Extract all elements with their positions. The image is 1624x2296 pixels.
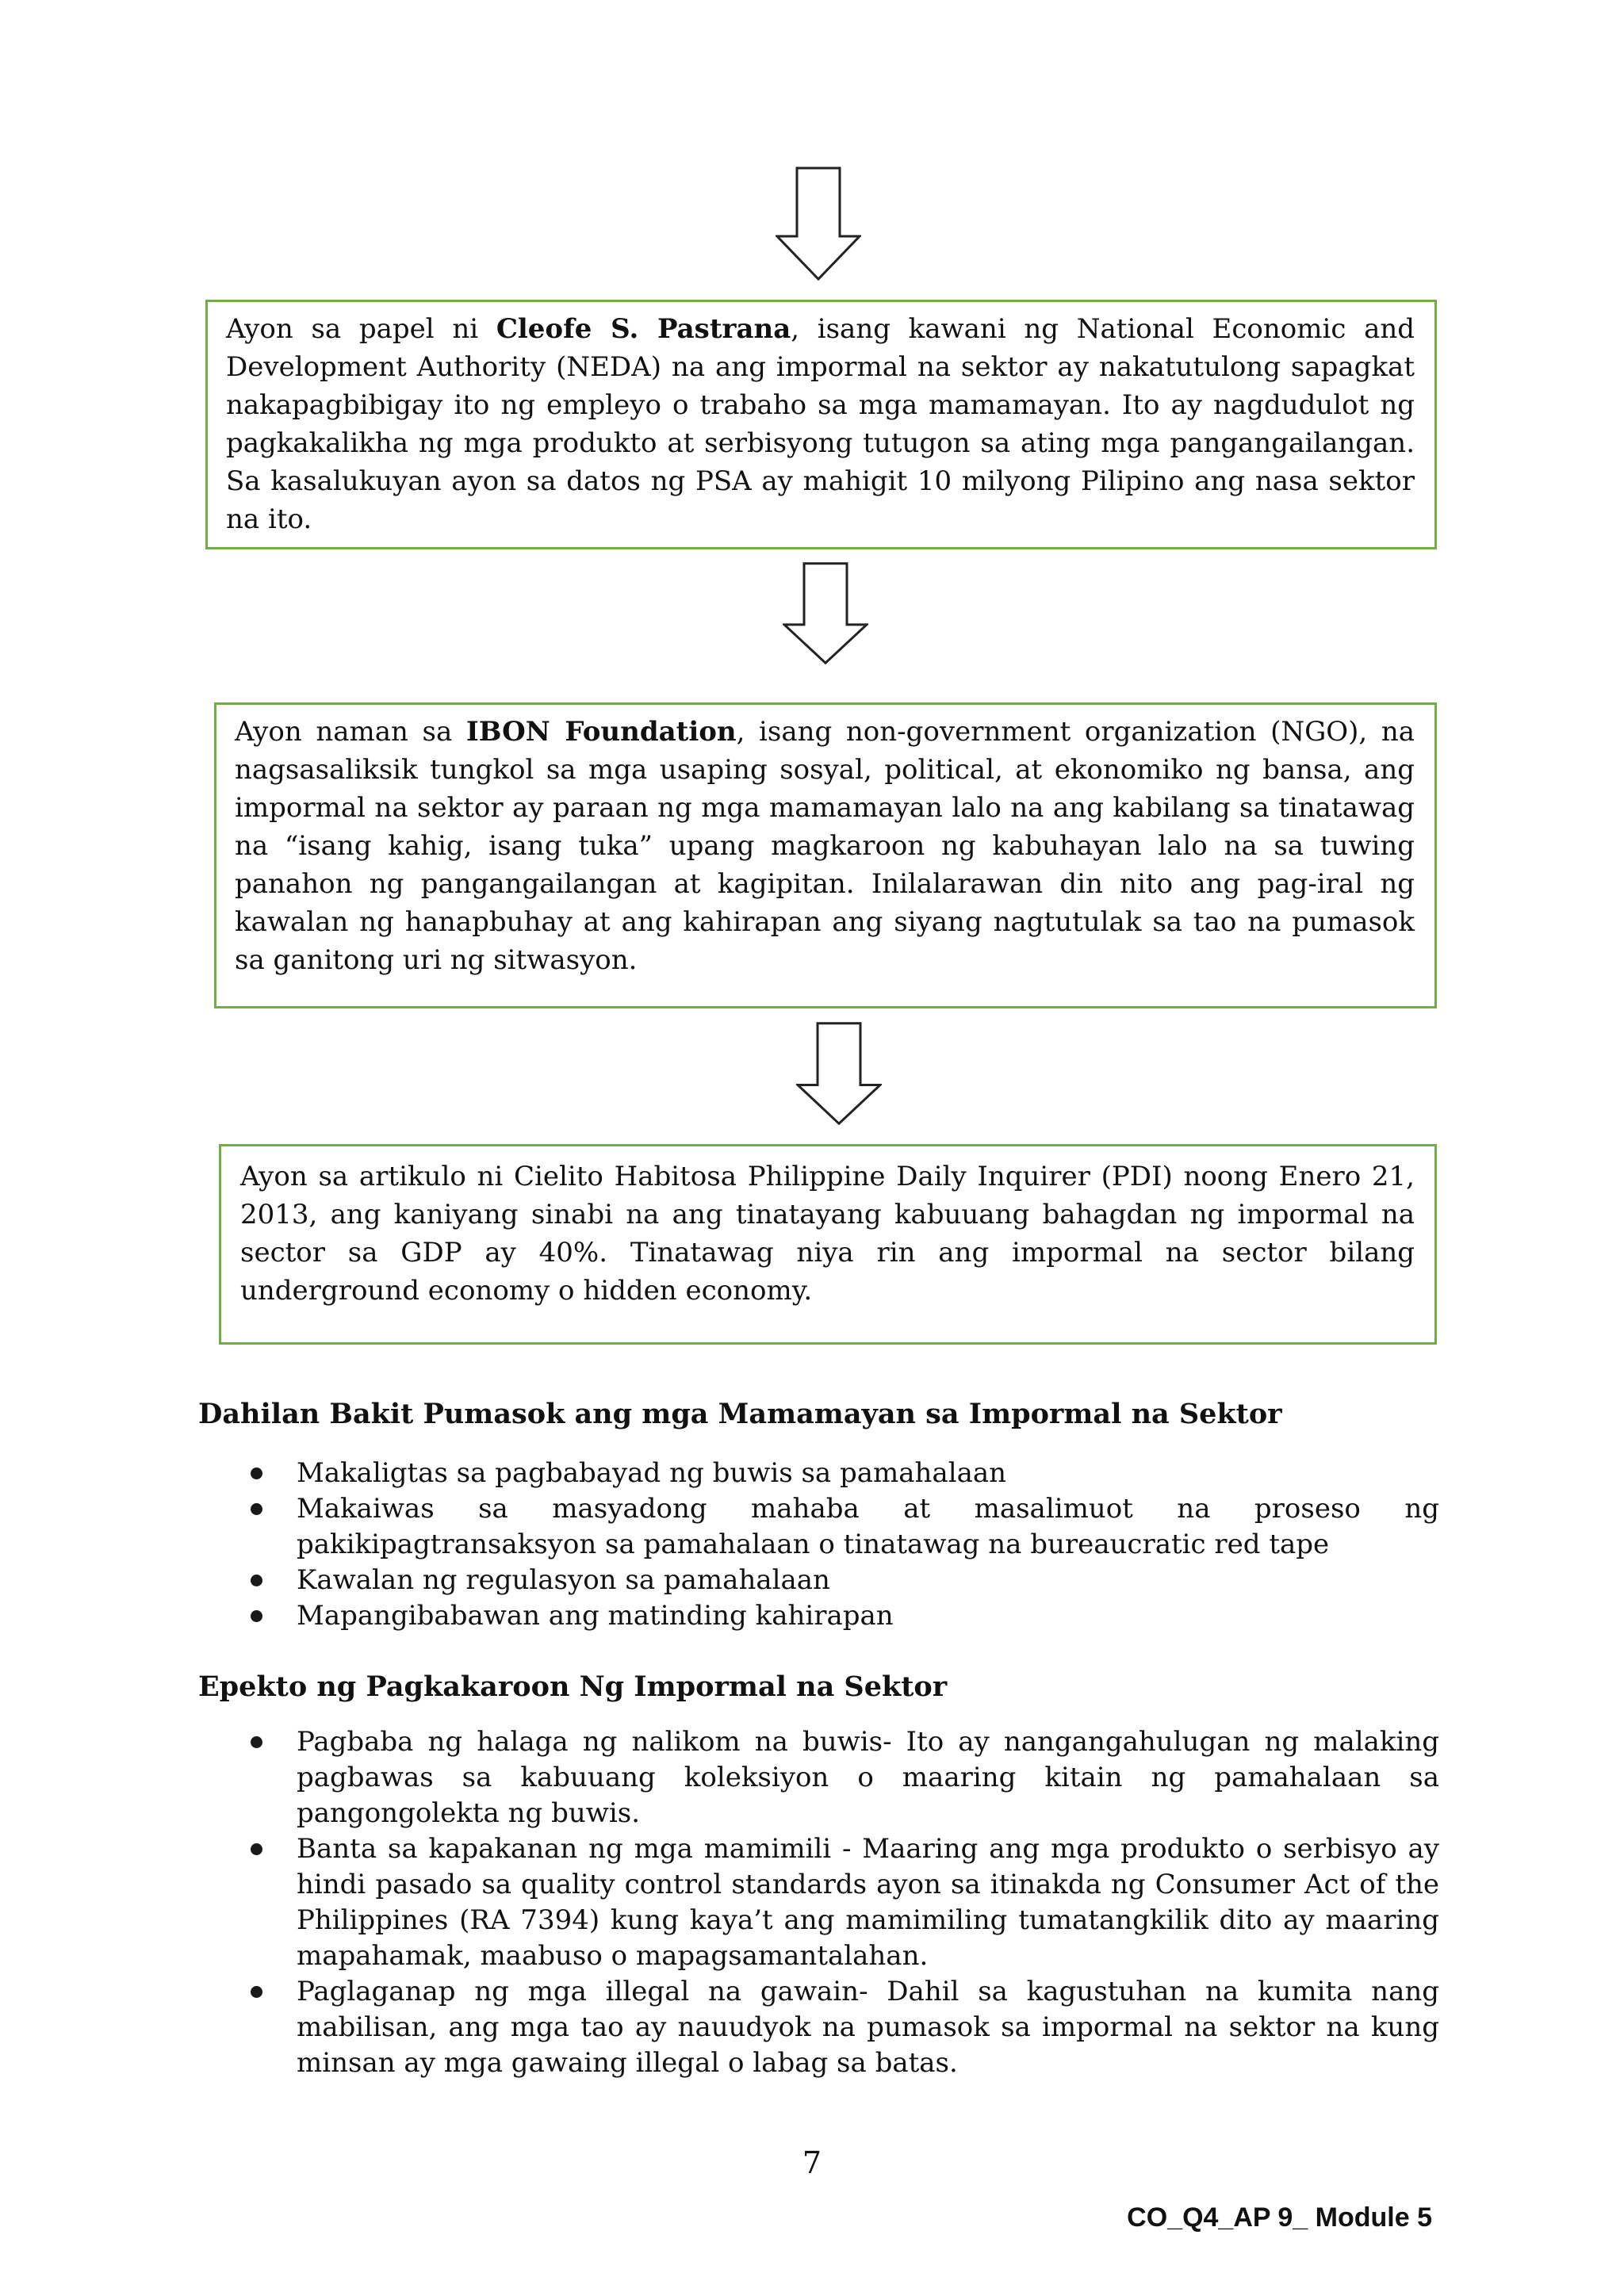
page-number: 7 [802, 2145, 822, 2180]
bullet-icon [251, 1575, 262, 1586]
reasons-list [297, 1456, 1439, 1634]
list-item [297, 1724, 1439, 1831]
bullet-icon [251, 1736, 262, 1748]
bullet-icon [251, 1503, 262, 1515]
section-heading-effects: Epekto ng Pagkakaroon Ng Impormal na Sektor [198, 1670, 948, 1703]
info-box-ibon [214, 702, 1437, 1008]
arrow-outline [784, 564, 867, 663]
list-item-text: Mapangibabawan ang matinding kahirapan [297, 1600, 894, 1632]
down-arrow-icon [783, 562, 868, 664]
list-item [297, 1598, 1439, 1634]
list-item [297, 1456, 1439, 1491]
list-item [297, 1974, 1439, 2081]
arrow-outline [777, 168, 860, 279]
bullet-icon [251, 1610, 262, 1622]
author-name: Cleofe S. Pastrana [496, 313, 791, 345]
list-item [297, 1831, 1439, 1974]
section-heading-reasons: Dahilan Bakit Pumasok ang mga Mamamayan sa Impormal na Sektor [198, 1398, 1282, 1430]
organization-name: IBON Foundation [465, 716, 737, 748]
info-box-text [235, 713, 1415, 979]
info-box-pastrana [205, 300, 1437, 549]
effects-list [297, 1724, 1439, 2081]
list-item-text: Makaligtas sa pagbabayad ng buwis sa pamahalaan [297, 1457, 1007, 1489]
text-run: , isang non-government organization (NGO), na nagsasaliksik tungkol sa mga usaping sosyal, political, at ekonomiko ng bansa, ang impormal na sektor ay paraan ng mga mamamayan lalo na ang kabilang sa tinatawag na “isang kahig, isang tuka” upang magkaroon ng kabuhayan lalo na sa tuwing panahon ng pangangailangan at kagipitan. Inilalarawan din nito ang pag-iral ng kawalan ng hanapbuhay at ang kahirapan ang siyang nagtutulak sa tao na pumasok sa ganitong uri ng sitwasyon. [235, 716, 1415, 976]
text-run: , isang kawani ng National Economic and Development Authority (NEDA) na ang impormal na sektor ay nakatutulong sapagkat nakapagbibigay ito ng empleyo o trabaho sa mga mamamayan. Ito ay nagdudulot ng pagkakalikha ng mga produkto at serbisyong tutugon sa ating mga pangangailangan. Sa kasalukuyan ayon sa datos ng PSA ay mahigit 10 milyong Pilipino ang nasa sektor na ito. [226, 313, 1415, 535]
text-run: Ayon naman sa [235, 716, 466, 748]
bullet-icon [251, 1843, 262, 1855]
bullet-icon [251, 1986, 262, 1998]
list-item-text: Makaiwas sa masyadong mahaba at masalimuot na proseso ng pakikipagtransaksyon sa pamahalaan o tinatawag na bureaucratic red tape [297, 1493, 1439, 1560]
list-item-text: Kawalan ng regulasyon sa pamahalaan [297, 1564, 830, 1596]
text-run: Ayon sa papel ni [226, 313, 496, 345]
list-item-text: Banta sa kapakanan ng mga mamimili - Maaring ang mga produkto o serbisyo ay hindi pasado sa quality control standards ayon sa itinakda ng Consumer Act of the Philippines (RA 7394) kung kaya’t ang mamimiling tumatangkilik dito ay maaring mapahamak, maabuso o mapagsamantalahan. [297, 1833, 1439, 1972]
down-arrow-icon [776, 166, 861, 281]
bullet-icon [251, 1468, 262, 1479]
list-item [297, 1491, 1439, 1563]
down-arrow-icon [796, 1022, 882, 1125]
footer-module-code: CO_Q4_AP 9_ Module 5 [1127, 2202, 1432, 2233]
info-box-text [226, 310, 1415, 538]
list-item-text: Paglaganap ng mga illegal na gawain- Dahil sa kagustuhan na kumita nang mabilisan, ang mga tao ay nauudyok na pumasok sa impormal na sektor na kung minsan ay mga gawaing illegal o labag sa batas. [297, 1976, 1439, 2079]
arrow-outline [798, 1024, 880, 1123]
info-box-pdi-article [219, 1144, 1437, 1345]
list-item-text: Pagbaba ng halaga ng nalikom na buwis- Ito ay nangangahulugan ng malaking pagbawas sa kabuuang koleksiyon o maaring kitain ng pamahalaan sa pangongolekta ng buwis. [297, 1726, 1439, 1829]
list-item [297, 1563, 1439, 1598]
info-box-text: Ayon sa artikulo ni Cielito Habitosa Philippine Daily Inquirer (PDI) noong Enero 21, 2013, ang kaniyang sinabi na ang tinatayang kabuuang bahagdan ng impormal na sector sa GDP ay 40%. Tinatawag niya rin ang impormal na sector bilang underground economy o hidden economy. [240, 1161, 1415, 1307]
